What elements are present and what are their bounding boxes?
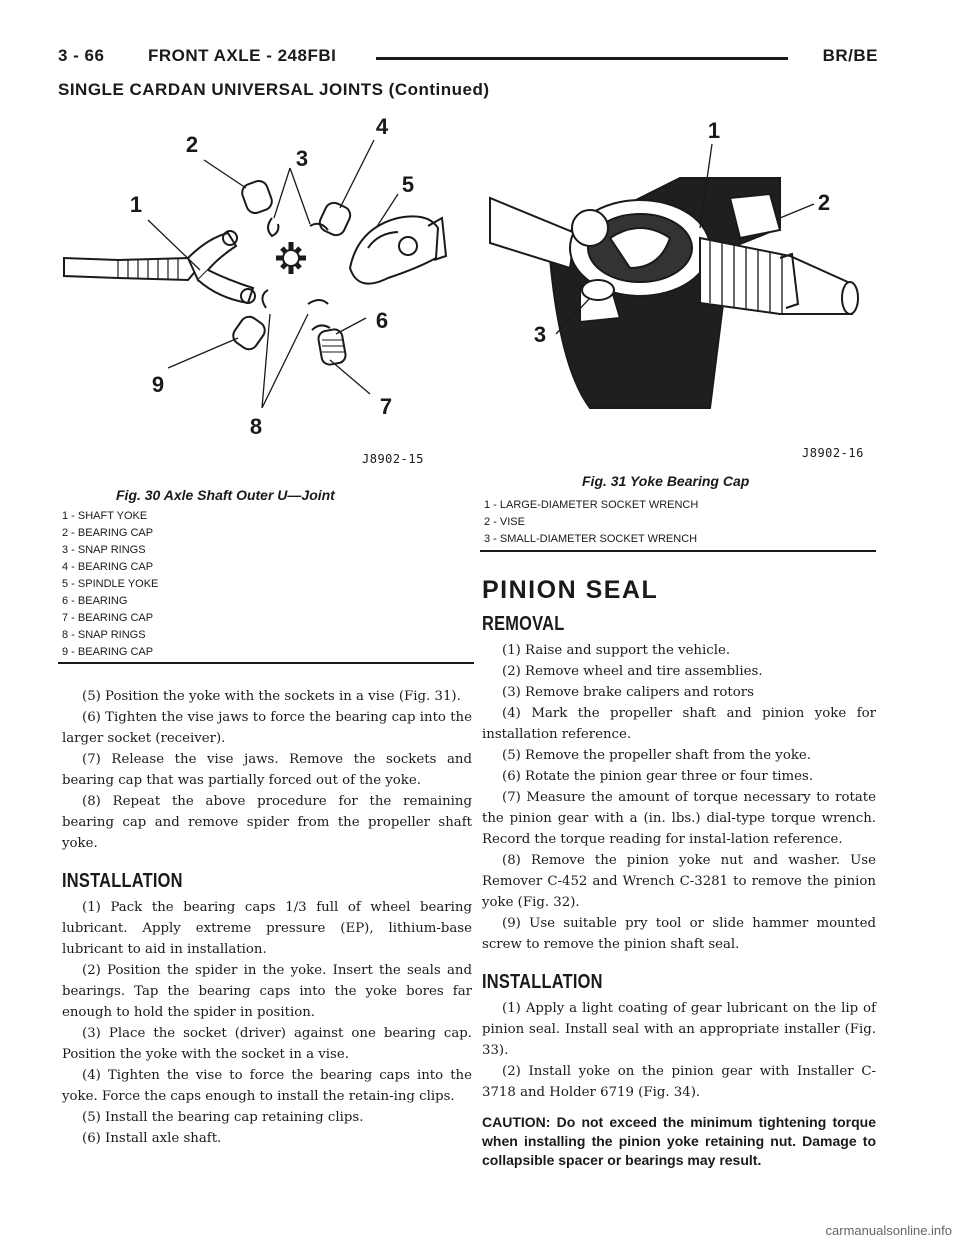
step: (2) Remove wheel and tire assemblies. [502,664,763,679]
left-column [62,686,472,1149]
figure-30-caption: Fig. 30 Axle Shaft Outer U—Joint [116,487,335,503]
paragraph: (6) Tighten the vise jaws to force the bearing cap into the larger socket (receiver). [62,710,472,746]
step: (5) Install the bearing cap retaining clips. [82,1110,364,1125]
step: (2) Install yoke on the pinion gear with Installer C-3718 and Holder 6719 (Fig. 34). [482,1064,876,1100]
installation-heading: INSTALLATION [482,971,603,993]
legend-item: 2 - VISE [484,516,525,528]
step: (3) Place the socket (driver) against one bearing cap. Position the yoke with the socket in a vise. [62,1026,472,1062]
legend-item: 1 - LARGE-DIAMETER SOCKET WRENCH [484,499,699,511]
callout-3: 3 [533,322,547,347]
callout-5: 5 [401,172,415,197]
paragraph: (8) Repeat the above procedure for the remaining bearing cap and remove spider from the propeller shaft yoke. [62,794,472,851]
header-rule [376,57,788,60]
legend-item: 4 - BEARING CAP [62,561,154,573]
step: (4) Tighten the vise to force the bearing caps into the yoke. Force the caps enough to install the retain-ing clips. [62,1068,472,1104]
step: (5) Remove the propeller shaft from the yoke. [502,748,811,763]
legend-item: 9 - BEARING CAP [62,646,154,658]
figure-31-legend [484,497,698,548]
pinion-seal-heading: PINION SEAL [482,576,659,604]
legend-item: 5 - SPINDLE YOKE [62,578,159,590]
figure-30-legend [62,508,158,661]
legend-item: 6 - BEARING [62,595,128,607]
step: (8) Remove the pinion yoke nut and washer. Use Remover C-452 and Wrench C-3281 to remove the pinion yoke (Fig. 32). [482,853,876,910]
callout-6: 6 [375,308,389,333]
callout-3: 3 [295,146,309,171]
model-code: BR/BE [822,46,878,65]
paragraph: (5) Position the yoke with the sockets in a vise (Fig. 31). [82,689,461,704]
installation-heading: INSTALLATION [62,870,183,892]
yoke-bearing-cap-illustration [480,108,880,468]
callout-9: 9 [151,372,165,397]
step: (6) Rotate the pinion gear three or four times. [502,769,814,784]
callout-8: 8 [249,414,263,439]
step: (1) Pack the bearing caps 1/3 full of wheel bearing lubricant. Apply extreme pressure (EP), lithium-base lubricant to aid in installation. [62,900,472,957]
page-header [58,46,878,70]
figure-30-id: J8902-15 [362,452,424,466]
step: (1) Raise and support the vehicle. [502,643,731,658]
callout-2: 2 [817,190,831,215]
step: (9) Use suitable pry tool or slide hammer mounted screw to remove the pinion shaft seal. [482,916,876,952]
legend-item: 1 - SHAFT YOKE [62,510,148,522]
callout-4: 4 [375,114,389,139]
watermark: carmanualsonline.info [825,1223,952,1238]
header-title: FRONT AXLE - 248FBI [148,46,337,65]
step: (7) Measure the amount of torque necessary to rotate the pinion gear with a (in. lbs.) dial-type torque wrench. Record the torque reading for instal-lation reference. [482,790,876,847]
section-title: SINGLE CARDAN UNIVERSAL JOINTS (Continued) [58,80,490,99]
step: (2) Position the spider in the yoke. Insert the seals and bearings. Tap the bearing caps into the yoke bores far enough to hold the spider in position. [62,963,472,1020]
callout-1: 1 [129,192,143,217]
legend-item: 3 - SNAP RINGS [62,544,146,556]
step: (3) Remove brake calipers and rotors [502,685,754,700]
figure-31-rule [480,550,876,552]
legend-item: 3 - SMALL-DIAMETER SOCKET WRENCH [484,533,698,545]
figure-30 [58,108,478,468]
removal-heading: REMOVAL [482,613,565,635]
figure-31-caption: Fig. 31 Yoke Bearing Cap [582,473,750,489]
step: (6) Install axle shaft. [82,1131,222,1146]
callout-2: 2 [185,132,199,157]
u-joint-exploded-illustration [58,108,478,468]
callout-1: 1 [707,118,721,143]
legend-item: 7 - BEARING CAP [62,612,154,624]
figure-31-id: J8902-16 [802,446,864,460]
caution-note: CAUTION: Do not exceed the minimum tightening torque when installing the pinion yoke retaining nut. Damage to collapsible spacer or bearings may result. [482,1114,876,1168]
figure-31 [480,108,880,468]
legend-item: 8 - SNAP RINGS [62,629,146,641]
step: (1) Apply a light coating of gear lubricant on the lip of pinion seal. Install seal with an appropriate installer (Fig. 33). [482,1001,876,1058]
paragraph: (7) Release the vise jaws. Remove the sockets and bearing cap that was partially forced out of the yoke. [62,752,472,788]
right-column [482,576,876,1170]
figure-30-rule [58,662,474,664]
page-number: 3 - 66 [58,46,105,65]
step: (4) Mark the propeller shaft and pinion yoke for installation reference. [482,706,876,742]
callout-7: 7 [379,394,393,419]
legend-item: 2 - BEARING CAP [62,527,154,539]
